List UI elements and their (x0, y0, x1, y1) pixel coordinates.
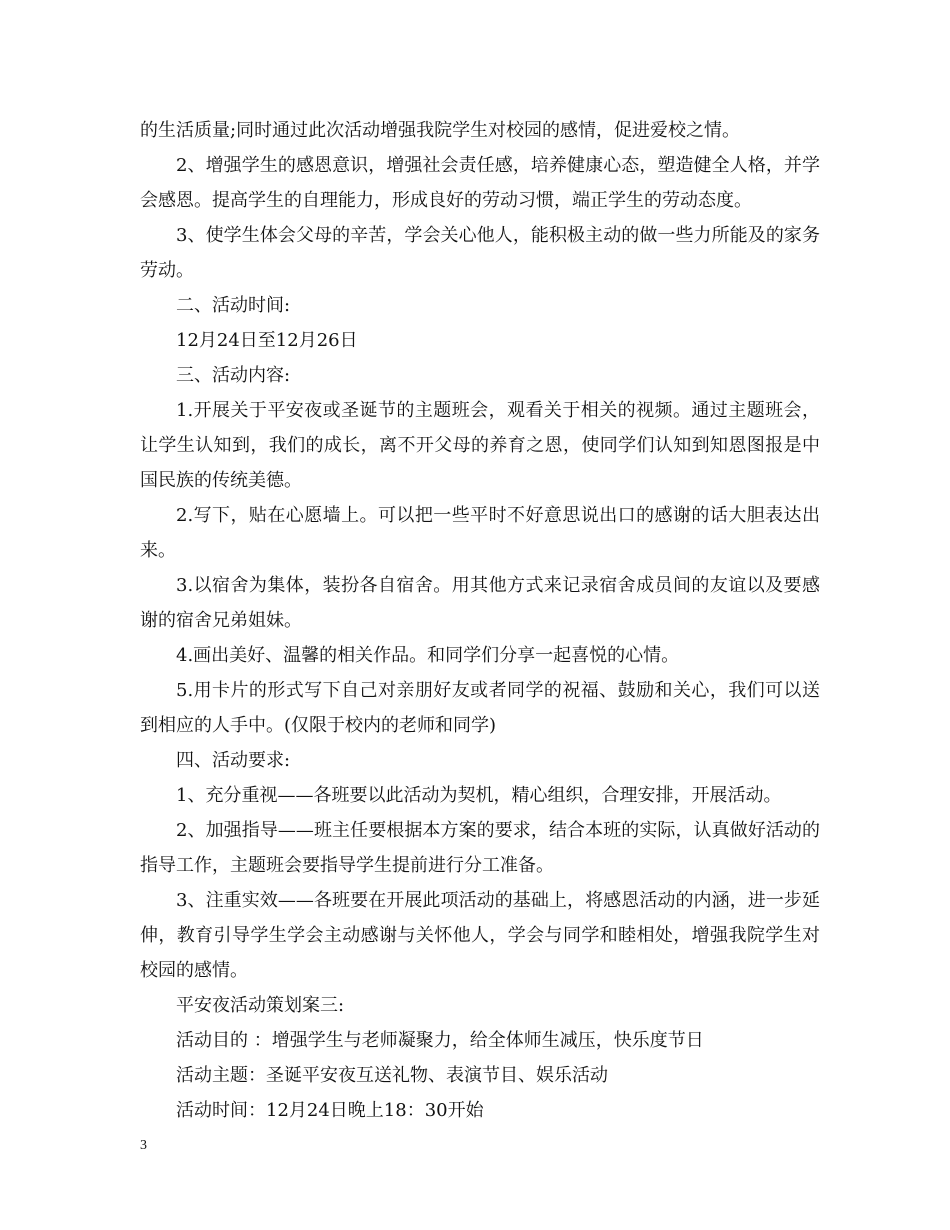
paragraph-goal-3: 3、使学生体会父母的辛苦，学会关心他人，能积极主动的做一些力所能及的家务劳动。 (140, 225, 820, 281)
section-heading-time: 二、活动时间: (176, 295, 291, 316)
plan-three-heading: 平安夜活动策划案三: (176, 995, 345, 1016)
paragraph-continuation: 的生活质量;同时通过此次活动增强我院学生对校园的感情，促进爱校之情。 (140, 120, 741, 141)
requirement-item-3: 3、注重实效——各班要在开展此项活动的基础上，将感恩活动的内涵，进一步延伸，教育引导学生学会主动感谢与关怀他人，学会与同学和睦相处，增强我院学生对校园的感情。 (140, 890, 820, 981)
paragraph-dates: 12月24日至12月26日 (176, 330, 358, 351)
content-item-2: 2.写下，贴在心愿墙上。可以把一些平时不好意思说出口的感谢的话大胆表达出来。 (140, 505, 820, 561)
content-item-3: 3.以宿舍为集体，装扮各自宿舍。用其他方式来记录宿舍成员间的友谊以及要感谢的宿舍兄弟姐妹。 (140, 575, 820, 631)
plan-theme: 活动主题：圣诞平安夜互送礼物、表演节目、娱乐活动 (176, 1065, 608, 1086)
paragraph-goal-2: 2、增强学生的感恩意识，增强社会责任感，培养健康心态，塑造健全人格，并学会感恩。提高学生的自理能力，形成良好的劳动习惯，端正学生的劳动态度。 (140, 155, 820, 211)
content-item-4: 4.画出美好、温馨的相关作品。和同学们分享一起喜悦的心情。 (176, 645, 680, 666)
requirement-item-1: 1、充分重视——各班要以此活动为契机，精心组织，合理安排，开展活动。 (176, 785, 782, 806)
page-number: 3 (140, 1138, 147, 1153)
plan-purpose: 活动目的 ：增强学生与老师凝聚力，给全体师生减压，快乐度节日 (176, 1030, 704, 1051)
document-body (140, 113, 820, 1128)
content-item-1: 1.开展关于平安夜或圣诞节的主题班会，观看关于相关的视频。通过主题班会，让学生认知到，我们的成长，离不开父母的养育之恩，使同学们认知到知恩图报是中国民族的传统美德。 (140, 400, 820, 491)
content-item-5: 5.用卡片的形式写下自己对亲朋好友或者同学的祝福、鼓励和关心，我们可以送到相应的人手中。(仅限于校内的老师和同学) (140, 680, 820, 736)
section-heading-content: 三、活动内容: (176, 365, 291, 386)
requirement-item-2: 2、加强指导——班主任要根据本方案的要求，结合本班的实际，认真做好活动的指导工作，主题班会要指导学生提前进行分工准备。 (140, 820, 820, 876)
plan-time: 活动时间：12月24日晚上18：30开始 (176, 1100, 484, 1121)
section-heading-requirements: 四、活动要求: (176, 750, 291, 771)
